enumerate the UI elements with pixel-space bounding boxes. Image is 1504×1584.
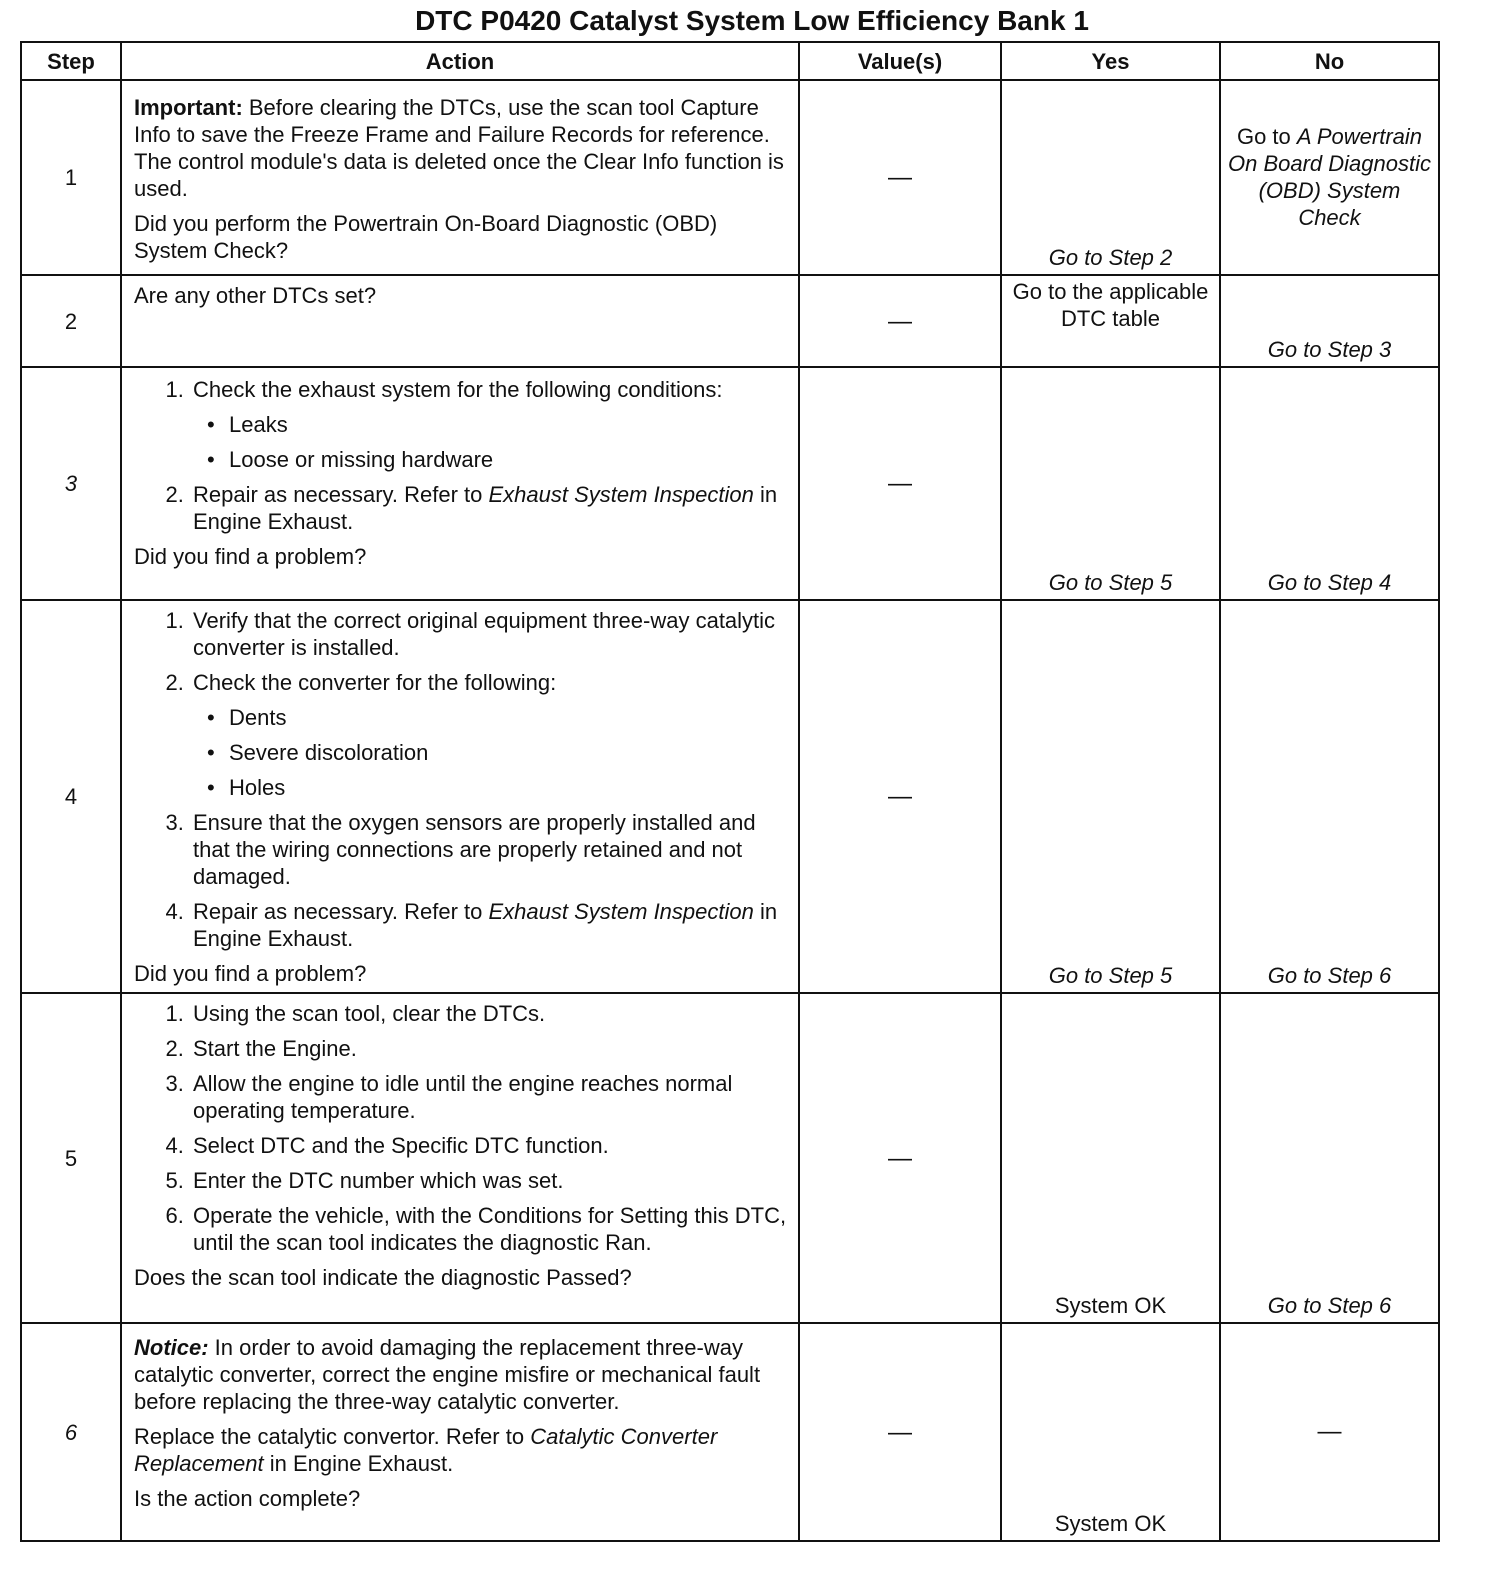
action-list: [134, 607, 788, 952]
action-cell: [121, 275, 799, 367]
no-cell: Go to Step 6: [1220, 600, 1439, 993]
yes-cell: Go to Step 5: [1001, 600, 1220, 993]
step-question: Did you perform the Powertrain On-Board Diagnostic (OBD) System Check?: [134, 211, 718, 263]
replace-instruction: [134, 1423, 788, 1477]
step-number: 6: [21, 1323, 121, 1541]
table-row: [21, 993, 1439, 1323]
list-item: 6. Operate the vehicle, with the Conditions for Setting this DTC, until the scan tool indicates the diagnostic Ran.: [190, 1202, 788, 1256]
diagnostic-table: [20, 41, 1440, 1542]
action-list: [134, 376, 788, 535]
page-title: DTC P0420 Catalyst System Low Efficiency Bank 1: [415, 5, 1089, 36]
list-item-text: in Engine Exhaust.: [193, 482, 778, 534]
important-note: [134, 94, 788, 202]
step-question: Is the action complete?: [134, 1486, 361, 1511]
list-item: 5. Enter the DTC number which was set.: [190, 1167, 788, 1194]
action-cell: [121, 1323, 799, 1541]
step-number: 3: [21, 367, 121, 600]
instruction-text: Replace the catalytic convertor. Refer to: [134, 1424, 531, 1449]
list-item-text: Repair as necessary. Refer to: [193, 899, 489, 924]
action-cell: [121, 993, 799, 1323]
table-row: [21, 600, 1439, 993]
table-row: [21, 80, 1439, 275]
bullet-item: • Dents: [229, 704, 788, 731]
value-cell: —: [799, 600, 1001, 993]
list-item-text: Check the exhaust system for the following conditions:: [193, 377, 723, 402]
step-number: 2: [21, 275, 121, 367]
value-cell: —: [799, 275, 1001, 367]
list-item-text: Check the converter for the following:: [193, 670, 557, 695]
action-list: [134, 1000, 788, 1256]
yes-cell: Go to Step 2: [1001, 80, 1220, 275]
action-cell: [121, 600, 799, 993]
value-cell: —: [799, 367, 1001, 600]
list-item: 4. Select DTC and the Specific DTC function.: [190, 1132, 788, 1159]
list-item: [190, 481, 788, 535]
bullet-item: • Leaks: [229, 411, 788, 438]
no-cell: [1220, 80, 1439, 275]
yes-cell: System OK: [1001, 1323, 1220, 1541]
important-label: Important:: [134, 95, 243, 120]
yes-cell: System OK: [1001, 993, 1220, 1323]
list-item: 2. Start the Engine.: [190, 1035, 788, 1062]
bullet-list: [193, 704, 788, 801]
header-step: Step: [21, 42, 121, 80]
notice-text: In order to avoid damaging the replacement three-way catalytic converter, correct the engine misfire or mechanical fault before replacing the three-way catalytic converter.: [134, 1335, 761, 1414]
list-item: 3. Ensure that the oxygen sensors are properly installed and that the wiring connections are properly retained and not damaged.: [190, 809, 788, 890]
no-cell: Go to Step 3: [1220, 275, 1439, 367]
no-cell: Go to Step 4: [1220, 367, 1439, 600]
header-values: Value(s): [799, 42, 1001, 80]
step-question: Are any other DTCs set?: [134, 283, 377, 308]
list-item: [190, 376, 788, 473]
value-cell: —: [799, 993, 1001, 1323]
reference-link: Exhaust System Inspection: [488, 899, 754, 924]
step-number: 5: [21, 993, 121, 1323]
action-cell: [121, 80, 799, 275]
step-question: Did you find a problem?: [134, 961, 367, 986]
list-item-text: Repair as necessary. Refer to: [193, 482, 489, 507]
step-question: Does the scan tool indicate the diagnostic Passed?: [134, 1265, 632, 1290]
action-cell: [121, 367, 799, 600]
list-item: [190, 898, 788, 952]
header-no: No: [1220, 42, 1439, 80]
step-number: 1: [21, 80, 121, 275]
notice-label: Notice:: [134, 1335, 209, 1360]
list-item: [190, 669, 788, 801]
important-text: Before clearing the DTCs, use the scan tool Capture Info to save the Freeze Frame and Failure Records for reference. The control module's data is deleted once the Clear Info function is used.: [134, 95, 784, 201]
yes-cell: Go to the applicable DTC table: [1001, 275, 1220, 367]
no-cell: Go to Step 6: [1220, 993, 1439, 1323]
bullet-item: • Severe discoloration: [229, 739, 788, 766]
bullet-list: [193, 411, 788, 473]
header-yes: Yes: [1001, 42, 1220, 80]
notice-note: [134, 1334, 788, 1415]
table-header-row: [21, 42, 1439, 80]
list-item: 3. Allow the engine to idle until the engine reaches normal operating temperature.: [190, 1070, 788, 1124]
no-cell: —: [1220, 1323, 1439, 1541]
list-item: 1. Verify that the correct original equipment three-way catalytic converter is installed.: [190, 607, 788, 661]
no-prefix: Go to: [1236, 124, 1297, 149]
reference-link: Exhaust System Inspection: [488, 482, 754, 507]
table-row: [21, 275, 1439, 367]
bullet-item: • Holes: [229, 774, 788, 801]
header-action: Action: [121, 42, 799, 80]
list-item: 1. Using the scan tool, clear the DTCs.: [190, 1000, 788, 1027]
yes-cell: Go to Step 5: [1001, 367, 1220, 600]
step-number: 4: [21, 600, 121, 993]
value-cell: —: [799, 80, 1001, 275]
step-question: Did you find a problem?: [134, 544, 367, 569]
bullet-item: • Loose or missing hardware: [229, 446, 788, 473]
no-link: A Powertrain On Board Diagnostic (OBD) System Check: [1228, 124, 1431, 230]
table-row: [21, 367, 1439, 600]
instruction-text: in Engine Exhaust.: [263, 1451, 454, 1476]
list-item-text: in Engine Exhaust.: [193, 899, 778, 951]
value-cell: —: [799, 1323, 1001, 1541]
reference-link: Catalytic Converter Replacement: [134, 1424, 718, 1476]
table-row: [21, 1323, 1439, 1541]
